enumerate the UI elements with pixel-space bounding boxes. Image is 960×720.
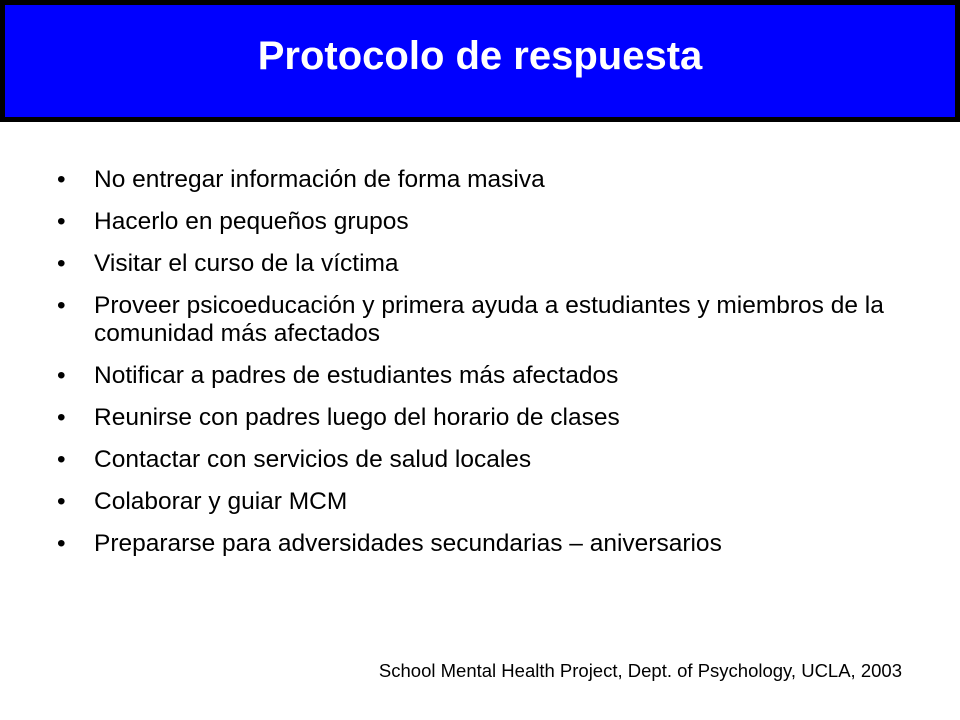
bullet-icon: • (57, 208, 66, 235)
bullet-item (57, 208, 917, 236)
bullet-text: Proveer psicoeducación y primera ayuda a estudiantes y miembros de la comunidad más afectados (94, 292, 884, 347)
title-bar (0, 0, 960, 122)
bullet-item (57, 530, 917, 558)
bullet-icon: • (57, 404, 66, 431)
bullet-text: Prepararse para adversidades secundarias – aniversarios (94, 530, 722, 557)
bullet-icon: • (57, 362, 66, 389)
bullet-text: Hacerlo en pequeños grupos (94, 208, 409, 235)
bullet-icon: • (57, 166, 66, 193)
bullet-icon: • (57, 530, 66, 557)
slide-title: Protocolo de respuesta (257, 33, 703, 78)
bullet-item (57, 250, 917, 278)
bullet-text: Notificar a padres de estudiantes más afectados (94, 362, 619, 389)
bullet-item (57, 292, 917, 348)
bullet-item (57, 488, 917, 516)
bullet-text: Colaborar y guiar MCM (94, 488, 348, 515)
bullet-item (57, 362, 917, 390)
bullet-icon: • (57, 488, 66, 515)
bullet-icon: • (57, 446, 66, 473)
bullet-icon: • (57, 292, 66, 319)
bullet-text: Reunirse con padres luego del horario de clases (94, 404, 620, 431)
bullet-text: No entregar información de forma masiva (94, 166, 545, 193)
bullet-list (57, 166, 917, 572)
bullet-item (57, 166, 917, 194)
citation: School Mental Health Project, Dept. of Psychology, UCLA, 2003 (378, 660, 902, 681)
bullet-item (57, 446, 917, 474)
bullet-item (57, 404, 917, 432)
bullet-text: Visitar el curso de la víctima (94, 250, 399, 277)
bullet-icon: • (57, 250, 66, 277)
bullet-text: Contactar con servicios de salud locales (94, 446, 532, 473)
